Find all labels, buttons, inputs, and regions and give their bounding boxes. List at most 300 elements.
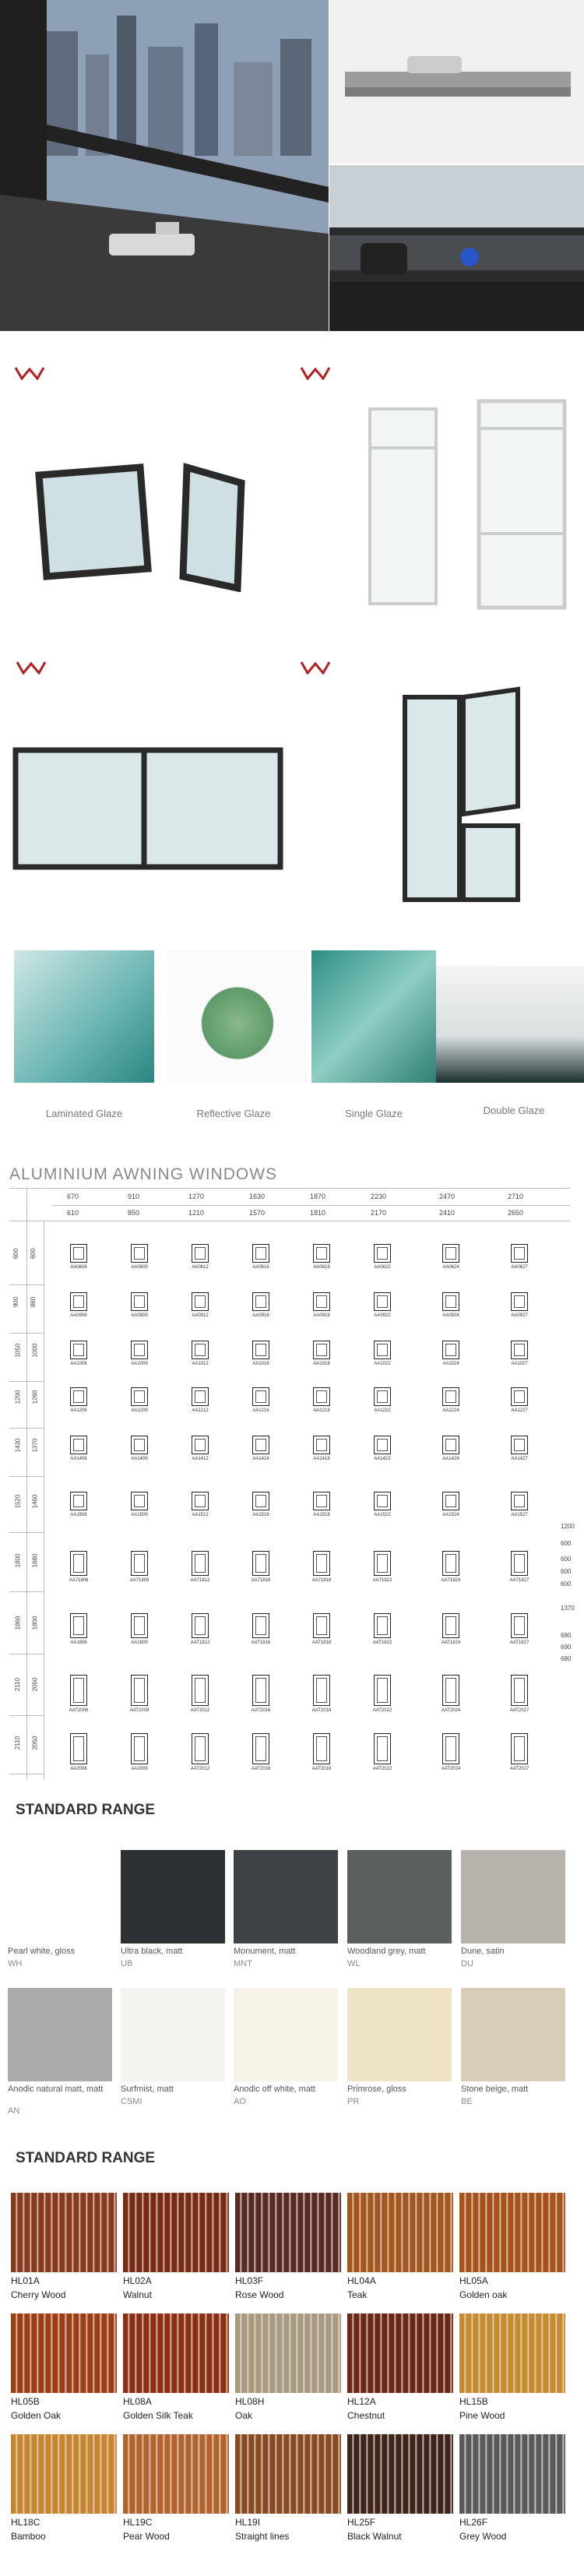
wood-code: HL04A — [347, 2275, 376, 2286]
header-rule — [9, 1188, 570, 1189]
window-type-icon — [511, 1675, 528, 1706]
window-type-icon — [192, 1733, 209, 1764]
right-note: 1370 — [561, 1605, 575, 1612]
wood-code: HL02A — [123, 2275, 152, 2286]
col-header-bottom: 610 — [67, 1209, 79, 1217]
hero-photo-window-handle — [0, 0, 329, 331]
window-type-icon — [70, 1436, 87, 1454]
standard-range-title-1: STANDARD RANGE — [16, 1802, 156, 1818]
window-code: AA1516 — [252, 1513, 269, 1517]
color-swatch-name: Anodic off white, matt — [234, 2084, 315, 2094]
row-header-left: 1800 — [14, 1553, 22, 1568]
color-swatch-code: BE — [461, 2097, 473, 2106]
window-code: AAT2027 — [509, 1767, 529, 1771]
window-code: AA1016 — [252, 1362, 269, 1366]
window-type-icon — [313, 1387, 330, 1406]
wood-name: Chestnut — [347, 2410, 385, 2421]
window-type-icon — [131, 1341, 148, 1359]
color-swatch-name: Stone beige, matt — [461, 2084, 529, 2094]
window-code: AA0618 — [313, 1265, 330, 1270]
photo-handle-closeup — [329, 0, 584, 164]
window-type-icon — [374, 1436, 391, 1454]
window-code: AA1512 — [192, 1513, 209, 1517]
color-swatch-name: Surfmist, matt — [121, 2084, 174, 2094]
glaze-laminated-photo — [14, 950, 154, 1083]
window-code: AA1416 — [252, 1457, 269, 1461]
wood-name: Teak — [347, 2289, 368, 2300]
window-type-icon — [192, 1551, 209, 1576]
window-code: AA1212 — [192, 1408, 209, 1413]
row-rule — [9, 1715, 44, 1716]
wood-name: Golden Oak — [11, 2410, 62, 2421]
window-type-icon — [442, 1292, 459, 1311]
window-code: AA1012 — [192, 1362, 209, 1366]
window-code: AAT2018 — [311, 1708, 332, 1713]
wood-name: Golden oak — [459, 2289, 508, 2300]
row-header-left: 1430 — [14, 1438, 22, 1453]
window-type-icon — [374, 1341, 391, 1359]
window-code: AAT2022 — [372, 1708, 392, 1713]
window-code: AA1406 — [70, 1457, 87, 1461]
brand-logo — [300, 366, 336, 383]
window-type-icon — [442, 1492, 459, 1510]
window-type-icon — [252, 1492, 269, 1510]
window-code: AAT1827 — [509, 1640, 529, 1645]
window-code: AA0924 — [442, 1313, 459, 1318]
window-type-icon — [70, 1341, 87, 1359]
color-swatch — [347, 1850, 452, 1943]
glaze-label-reflective: Reflective Glaze — [196, 1108, 271, 1119]
window-code: AA1009 — [131, 1362, 148, 1366]
window-type-icon — [252, 1341, 269, 1359]
window-type-icon — [374, 1244, 391, 1263]
window-type-icon — [442, 1733, 459, 1764]
window-code: AA0922 — [374, 1313, 391, 1318]
wood-swatch — [347, 2193, 453, 2272]
row-header-right: 1370 — [31, 1438, 39, 1453]
window-code: AA1422 — [374, 1457, 391, 1461]
row-header-right: 1000 — [31, 1343, 39, 1358]
window-type-icon — [192, 1492, 209, 1510]
wood-name: Pine Wood — [459, 2410, 505, 2421]
color-swatch — [234, 1850, 338, 1943]
window-code: AA0622 — [374, 1265, 391, 1270]
hero-photo-graphic — [0, 0, 329, 331]
window-type-icon — [442, 1341, 459, 1359]
window-type-icon — [131, 1492, 148, 1510]
window-code: AA0906 — [70, 1313, 87, 1318]
color-swatch-code: WL — [347, 1959, 361, 1968]
window-code: AA71822 — [372, 1578, 392, 1583]
window-code: AA1424 — [442, 1457, 459, 1461]
window-type-icon — [313, 1492, 330, 1510]
row-header-left: 1200 — [14, 1390, 22, 1404]
window-code: AA0918 — [313, 1313, 330, 1318]
product-panel-combo — [292, 647, 584, 911]
window-type-icon — [252, 1292, 269, 1311]
color-swatch-code: MNT — [234, 1959, 252, 1968]
window-code: AA1518 — [313, 1513, 330, 1517]
window-type-icon — [131, 1436, 148, 1454]
right-note: 1200 — [561, 1523, 575, 1530]
row-rule — [9, 1284, 44, 1285]
color-swatch-code: PR — [347, 2097, 360, 2106]
color-swatch-code: AN — [8, 2106, 20, 2116]
wood-code: HL19C — [123, 2517, 153, 2528]
wood-name: Straight lines — [235, 2531, 290, 2542]
wood-code: HL19I — [235, 2517, 261, 2528]
row-header-left: 1050 — [14, 1343, 22, 1358]
wood-swatch — [11, 2434, 117, 2514]
window-type-icon — [313, 1244, 330, 1263]
color-swatch-name: Pearl white, gloss — [8, 1947, 76, 1956]
col-header-top: 2470 — [439, 1193, 456, 1200]
col-header-top: 2230 — [371, 1193, 387, 1200]
window-code: AA1509 — [131, 1513, 148, 1517]
window-code: AA1527 — [511, 1513, 528, 1517]
wood-code: HL08H — [235, 2396, 265, 2407]
window-type-icon — [313, 1675, 330, 1706]
wood-name: Bamboo — [11, 2531, 46, 2542]
window-type-icon — [131, 1733, 148, 1764]
window-code: AA1809 — [131, 1640, 148, 1645]
wood-code: HL15B — [459, 2396, 488, 2407]
window-code: AAT2006 — [69, 1708, 89, 1713]
col-header-bottom: 1810 — [310, 1209, 326, 1217]
window-type-icon — [70, 1613, 87, 1638]
row-rule — [9, 1381, 44, 1382]
row-header-right: 2050 — [31, 1736, 39, 1750]
left-rule — [26, 1188, 27, 1780]
glaze-double-photo — [436, 966, 584, 1083]
color-swatch-name: Woodland grey, matt — [347, 1947, 426, 1956]
window-code: AA1806 — [70, 1640, 87, 1645]
row-header-left: 600 — [12, 1248, 20, 1260]
wood-code: HL12A — [347, 2396, 376, 2407]
wood-code: HL18C — [11, 2517, 40, 2528]
wood-swatch — [123, 2313, 229, 2393]
col-header-bottom: 2650 — [508, 1209, 524, 1217]
window-code: AA1209 — [131, 1408, 148, 1413]
window-type-icon — [70, 1675, 87, 1706]
row-header-right: 1260 — [31, 1390, 39, 1404]
row-header-right: 1680 — [31, 1553, 39, 1568]
row-header-left: 2110 — [14, 1736, 22, 1750]
wood-code: HL25F — [347, 2517, 376, 2528]
window-code: AA0616 — [252, 1265, 269, 1270]
window-code: AAT2012 — [190, 1767, 210, 1771]
window-code: AA1412 — [192, 1457, 209, 1461]
window-code: AA1506 — [70, 1513, 87, 1517]
window-code: AAT2018 — [311, 1767, 332, 1771]
window-type-icon — [313, 1341, 330, 1359]
window-type-icon — [511, 1292, 528, 1311]
window-type-icon — [313, 1613, 330, 1638]
window-type-icon — [442, 1244, 459, 1263]
window-type-icon — [374, 1675, 391, 1706]
wood-swatch — [11, 2193, 117, 2272]
glaze-single-photo — [311, 950, 436, 1083]
col-header-top: 910 — [128, 1193, 140, 1200]
window-code: AAT2024 — [441, 1767, 461, 1771]
window-code: AAT2024 — [441, 1708, 461, 1713]
window-type-icon — [374, 1613, 391, 1638]
right-note: 600 — [561, 1556, 572, 1563]
col-header-top: 1630 — [249, 1193, 266, 1200]
window-code: AA1006 — [70, 1362, 87, 1366]
photo-lock-closeup — [329, 165, 584, 331]
window-type-icon — [192, 1244, 209, 1263]
row-rule — [9, 1591, 44, 1592]
glaze-label-laminated: Laminated Glaze — [45, 1108, 123, 1119]
window-type-icon — [252, 1387, 269, 1406]
white-awning-illustration — [362, 393, 580, 615]
window-code: AAT1812 — [190, 1640, 210, 1645]
color-swatch-code: UB — [121, 1959, 133, 1968]
col-header-bottom: 850 — [128, 1209, 140, 1217]
standard-range-title-2: STANDARD RANGE — [16, 2150, 156, 2166]
window-type-icon — [131, 1387, 148, 1406]
wood-name: Walnut — [123, 2289, 152, 2300]
row-rule — [9, 1333, 44, 1334]
brand-logo — [14, 366, 50, 383]
combo-window-illustration — [401, 682, 557, 907]
window-code: AA1022 — [374, 1362, 391, 1366]
wood-name: Grey Wood — [459, 2531, 507, 2542]
window-code: AA71809 — [129, 1578, 150, 1583]
window-code: AA1218 — [313, 1408, 330, 1413]
row-header-right: 1460 — [31, 1494, 39, 1509]
right-note: 600 — [561, 1580, 572, 1588]
window-code: AA1522 — [374, 1513, 391, 1517]
col-header-top: 670 — [67, 1193, 79, 1200]
window-code: AA1206 — [70, 1408, 87, 1413]
wood-swatch — [347, 2313, 453, 2393]
window-type-icon — [131, 1244, 148, 1263]
wood-name: Cherry Wood — [11, 2289, 66, 2300]
window-type-icon — [131, 1613, 148, 1638]
window-type-icon — [374, 1387, 391, 1406]
color-swatch-name: Anodic natural matt, matt — [8, 2084, 104, 2094]
glaze-label-single: Single Glaze — [345, 1108, 403, 1119]
right-note: 690 — [561, 1644, 572, 1651]
window-type-icon — [252, 1613, 269, 1638]
wood-code: HL05A — [459, 2275, 488, 2286]
window-type-icon — [70, 1387, 87, 1406]
window-code: AAT1822 — [372, 1640, 392, 1645]
brand-logo — [16, 661, 51, 678]
window-code: AA1409 — [131, 1457, 148, 1461]
col-header-bottom: 1570 — [249, 1209, 266, 1217]
window-type-icon — [252, 1733, 269, 1764]
window-code: AA1227 — [511, 1408, 528, 1413]
row-rule — [9, 1428, 44, 1429]
color-swatch-name: Primrose, gloss — [347, 2084, 406, 2094]
awning-window-illustration — [31, 452, 265, 592]
window-code: AA0606 — [70, 1265, 87, 1270]
window-type-icon — [192, 1675, 209, 1706]
window-type-icon — [511, 1551, 528, 1576]
window-code: AA1418 — [313, 1457, 330, 1461]
window-code: AAT1818 — [311, 1640, 332, 1645]
wood-swatch — [235, 2313, 341, 2393]
window-type-icon — [192, 1613, 209, 1638]
window-code: AAT2022 — [372, 1767, 392, 1771]
wood-code: HL08A — [123, 2396, 152, 2407]
wood-name: Golden Silk Teak — [123, 2410, 193, 2421]
window-code: AA0912 — [192, 1313, 209, 1318]
window-type-icon — [252, 1436, 269, 1454]
window-type-icon — [313, 1436, 330, 1454]
window-code: AA71816 — [251, 1578, 271, 1583]
wood-swatch — [459, 2434, 565, 2514]
window-type-icon — [70, 1292, 87, 1311]
table-title: ALUMINIUM AWNING WINDOWS — [9, 1165, 278, 1183]
window-code: AA71824 — [441, 1578, 461, 1583]
window-type-icon — [442, 1551, 459, 1576]
row-header-right: 600 — [30, 1248, 37, 1260]
color-swatch — [8, 1988, 112, 2081]
window-type-icon — [511, 1436, 528, 1454]
window-type-icon — [131, 1292, 148, 1311]
right-note: 600 — [561, 1568, 572, 1575]
color-swatch — [347, 1988, 452, 2081]
window-type-icon — [442, 1436, 459, 1454]
color-swatch — [8, 1850, 112, 1943]
window-type-icon — [313, 1292, 330, 1311]
color-swatch — [461, 1988, 565, 2081]
color-swatch — [121, 1850, 225, 1943]
product-panel-fixed — [0, 647, 292, 911]
wood-code: HL05B — [11, 2396, 40, 2407]
color-swatch-name: Monument, matt — [234, 1947, 296, 1956]
color-swatch-name: Dune, satin — [461, 1947, 505, 1956]
window-type-icon — [511, 1613, 528, 1638]
window-code: AA1524 — [442, 1513, 459, 1517]
window-code: AA0627 — [511, 1265, 528, 1270]
row-header-right: 860 — [30, 1296, 37, 1308]
window-code: AA0624 — [442, 1265, 459, 1270]
window-code: AAT2016 — [251, 1767, 271, 1771]
window-type-icon — [511, 1387, 528, 1406]
glaze-reflective-photo — [167, 950, 308, 1083]
row-header-right: 1800 — [31, 1616, 39, 1630]
window-code: AA2009 — [131, 1767, 148, 1771]
wood-code: HL26F — [459, 2517, 488, 2528]
window-type-icon — [252, 1551, 269, 1576]
fixed-window-illustration — [12, 746, 284, 871]
window-code: AA0916 — [252, 1313, 269, 1318]
window-type-icon — [70, 1733, 87, 1764]
window-type-icon — [511, 1341, 528, 1359]
window-type-icon — [511, 1244, 528, 1263]
window-code: AA1216 — [252, 1408, 269, 1413]
row-rule — [9, 1476, 44, 1477]
right-note: 680 — [561, 1632, 572, 1639]
window-type-icon — [192, 1292, 209, 1311]
window-type-icon — [442, 1387, 459, 1406]
window-type-icon — [374, 1733, 391, 1764]
glaze-label-double: Double Glaze — [483, 1105, 545, 1116]
wood-swatch — [235, 2434, 341, 2514]
window-type-icon — [131, 1675, 148, 1706]
window-code: AAT1816 — [251, 1640, 271, 1645]
col-header-top: 1870 — [310, 1193, 326, 1200]
window-code: AA0909 — [131, 1313, 148, 1318]
window-code: AA1027 — [511, 1362, 528, 1366]
col-header-top: 2710 — [508, 1193, 524, 1200]
window-type-icon — [192, 1436, 209, 1454]
window-code: AA0612 — [192, 1265, 209, 1270]
wood-name: Rose Wood — [235, 2289, 284, 2300]
window-type-icon — [252, 1244, 269, 1263]
window-type-icon — [442, 1675, 459, 1706]
header-rule — [52, 1205, 570, 1206]
row-header-right: 2050 — [31, 1677, 39, 1692]
window-code: AA71812 — [190, 1578, 210, 1583]
color-swatch — [234, 1988, 338, 2081]
wood-name: Oak — [235, 2410, 253, 2421]
window-type-icon — [70, 1492, 87, 1510]
window-code: AA1018 — [313, 1362, 330, 1366]
right-note: 680 — [561, 1655, 572, 1662]
window-code: AA71818 — [311, 1578, 332, 1583]
color-swatch — [121, 1988, 225, 2081]
window-code: AAT2012 — [190, 1708, 210, 1713]
window-code: AA0609 — [131, 1265, 148, 1270]
window-code: AA1224 — [442, 1408, 459, 1413]
brand-logo — [300, 661, 336, 678]
color-swatch-name: Ultra black, matt — [121, 1947, 183, 1956]
window-type-icon — [374, 1551, 391, 1576]
wood-swatch — [123, 2193, 229, 2272]
window-type-icon — [192, 1341, 209, 1359]
window-code: AA2006 — [70, 1767, 87, 1771]
window-code: AA0927 — [511, 1313, 528, 1318]
window-code: AAT2027 — [509, 1708, 529, 1713]
window-code: AAT2009 — [129, 1708, 150, 1713]
wood-swatch — [459, 2193, 565, 2272]
window-type-icon — [442, 1613, 459, 1638]
wood-code: HL03F — [235, 2275, 264, 2286]
window-type-icon — [374, 1492, 391, 1510]
col-header-bottom: 2170 — [371, 1209, 387, 1217]
window-type-icon — [252, 1675, 269, 1706]
window-type-icon — [131, 1551, 148, 1576]
wood-swatch — [123, 2434, 229, 2514]
wood-swatch — [459, 2313, 565, 2393]
awning-size-table — [9, 1188, 584, 1788]
color-swatch-code: WH — [8, 1959, 23, 1968]
wood-swatch — [235, 2193, 341, 2272]
row-header-left: 2110 — [14, 1677, 22, 1692]
col-header-top: 1270 — [188, 1193, 205, 1200]
col-header-bottom: 1210 — [188, 1209, 205, 1217]
right-note: 600 — [561, 1540, 572, 1547]
color-swatch-code: DU — [461, 1959, 473, 1968]
window-type-icon — [511, 1492, 528, 1510]
wood-swatch — [11, 2313, 117, 2393]
window-type-icon — [374, 1292, 391, 1311]
row-header-left: 1860 — [14, 1616, 22, 1630]
wood-code: HL01A — [11, 2275, 40, 2286]
color-swatch-code: CSMI — [121, 2097, 142, 2106]
wood-swatch — [347, 2434, 453, 2514]
window-code: AA71806 — [69, 1578, 89, 1583]
product-panel-awning — [0, 358, 292, 615]
col-header-bottom: 2410 — [439, 1209, 456, 1217]
window-type-icon — [70, 1244, 87, 1263]
